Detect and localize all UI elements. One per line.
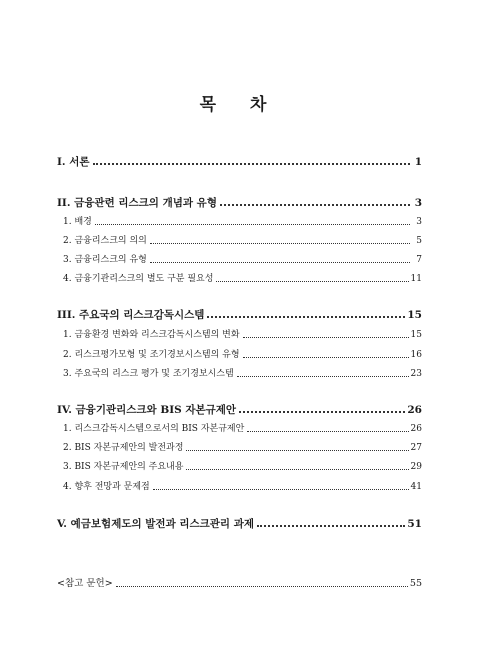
toc-entry-3-1[interactable] [63, 323, 422, 341]
toc-entry-page: 55 [409, 578, 422, 589]
dot-leader [239, 411, 405, 413]
dot-leader [186, 469, 408, 470]
toc-entry-page: 41 [410, 482, 422, 492]
toc-entry-label: 3. 금융리스크의 유형 [63, 255, 147, 265]
dot-leader [257, 525, 405, 527]
toc-entry-2-4[interactable] [63, 267, 422, 285]
toc-entry-label: 2. BIS 자본규제안의 발전과정 [63, 443, 184, 453]
toc-entry-4-2[interactable] [63, 436, 422, 454]
toc-entry-section-3[interactable] [57, 303, 422, 321]
toc-entry-label: 2. 금융리스크의 의의 [63, 236, 147, 246]
page-title: 목 차 [199, 95, 281, 115]
toc-entry-page: 27 [410, 443, 422, 453]
toc-entry-page: 26 [410, 424, 422, 434]
toc-entry-label: 2. 리스크평가모형 및 조기경보시스템의 유형 [63, 350, 240, 360]
toc-entry-label: 1. 리스크감독시스템으로서의 BIS 자본규제안 [63, 424, 245, 434]
toc-entry-label: 1. 금융환경 변화와 리스크감독시스템의 변화 [63, 330, 240, 340]
toc-entry-section-1[interactable] [57, 150, 422, 168]
dot-leader [207, 316, 405, 318]
toc-entry-page: 3 [414, 197, 422, 209]
dot-leader [186, 450, 408, 451]
toc-entry-page: 7 [416, 255, 422, 265]
dot-leader [150, 262, 410, 263]
toc-entry-2-2[interactable] [63, 229, 422, 247]
toc-entry-page: 5 [416, 236, 422, 246]
toc-entry-page: 16 [410, 350, 422, 360]
dot-leader [150, 243, 410, 244]
toc-entry-page: 11 [410, 274, 422, 284]
toc-entry-label: II. 금융관련 리스크의 개념과 유형 [57, 197, 217, 209]
toc-entry-page: 29 [410, 462, 422, 472]
dot-leader [153, 489, 409, 490]
toc-entry-label: 3. 주요국의 리스크 평가 및 조기경보시스템 [63, 369, 234, 379]
toc-entry-page: 3 [416, 217, 422, 227]
toc-entry-page: 1 [414, 156, 422, 168]
toc-entry-4-3[interactable] [63, 455, 422, 473]
toc-entry-3-2[interactable] [63, 343, 422, 361]
toc-entry-4-1[interactable] [63, 417, 422, 435]
toc-entry-page: 26 [407, 404, 422, 416]
toc-entry-2-1[interactable] [63, 210, 422, 228]
dot-leader [237, 376, 409, 377]
toc-entry-section-4[interactable] [57, 398, 422, 416]
toc-entry-references[interactable] [57, 572, 422, 590]
toc-entry-label: III. 주요국의 리스크감독시스템 [57, 309, 205, 321]
toc-entry-label: 4. 금융기관리스크의 별도 구분 필요성 [63, 274, 214, 284]
dot-leader [243, 357, 409, 358]
toc-entry-page: 15 [407, 309, 422, 321]
toc-entry-label: 4. 향후 전망과 문제점 [63, 482, 150, 492]
toc-entry-3-3[interactable] [63, 362, 422, 380]
dot-leader [93, 163, 410, 165]
dot-leader [243, 337, 409, 338]
toc-entry-label: V. 예금보험제도의 발전과 리스크관리 과제 [57, 518, 255, 530]
toc-entry-page: 15 [410, 330, 422, 340]
toc-entry-4-4[interactable] [63, 475, 422, 493]
toc-entry-label: 1. 배경 [63, 217, 92, 227]
toc-entry-page: 23 [410, 369, 422, 379]
toc-entry-label: 3. BIS 자본규제안의 주요내용 [63, 462, 184, 472]
toc-entry-label: IV. 금융기관리스크와 BIS 자본규제안 [57, 404, 237, 416]
dot-leader [95, 224, 410, 225]
dot-leader [216, 281, 408, 282]
toc-entry-section-5[interactable] [57, 512, 422, 530]
toc-entry-2-3[interactable] [63, 248, 422, 266]
dot-leader [247, 431, 408, 432]
toc-entry-section-2[interactable] [57, 191, 422, 209]
dot-leader [220, 204, 410, 206]
dot-leader [116, 586, 408, 587]
toc-entry-label: I. 서론 [57, 156, 90, 168]
toc-entry-page: 51 [407, 518, 422, 530]
toc-entry-label: <참고 문헌> [57, 578, 113, 589]
